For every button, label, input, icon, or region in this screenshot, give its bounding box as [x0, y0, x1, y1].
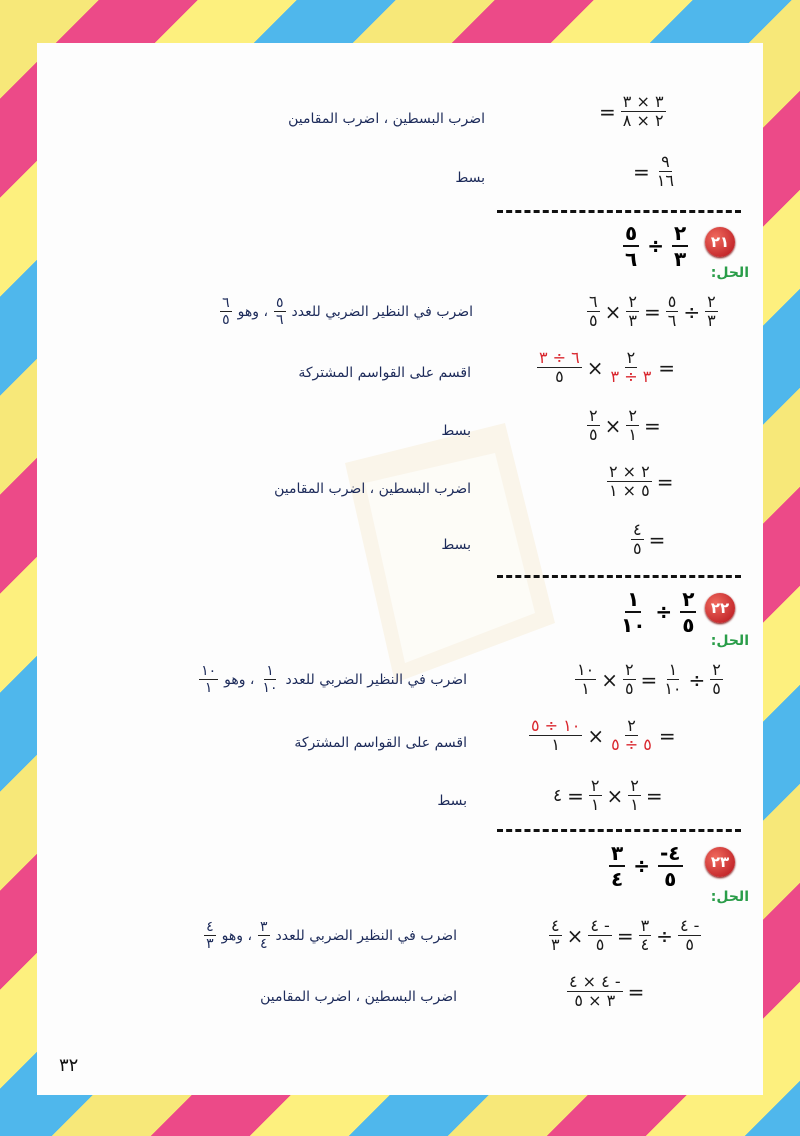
equation-line: $\frac{٤}{٥}$ = [633, 520, 666, 558]
step-note: بسط [455, 170, 485, 186]
equation-line: $\frac{٦ \div ٣}{٥}$ × $\frac{٢}{٣ \div ٣}$ = [539, 348, 676, 386]
step-note: بسط [441, 423, 471, 439]
book-watermark-icon [305, 423, 565, 703]
separator [497, 210, 741, 213]
fraction: $\frac{٥}{٦}$ [625, 221, 638, 271]
problem-expression: $\frac{٥}{٦}$ ÷ $\frac{٢}{٣}$ [625, 221, 687, 271]
step-note: بسط [437, 793, 467, 809]
equation-line: $\frac{٢}{٥}$ × $\frac{٢}{١}$ = [589, 406, 661, 444]
equation-line: $\frac{١٠}{١}$ × $\frac{٢}{٥}$ = $\frac{١}{١٠}$ ÷ $\frac{٢}{٥}$ [577, 660, 721, 698]
problem-number-badge: ٢٣ [705, 847, 735, 877]
problem-number-badge: ٢١ [705, 227, 735, 257]
equation-line: $\frac{٦}{٥}$ × $\frac{٢}{٣}$ = $\frac{٥}{٦}$ ÷ $\frac{٢}{٣}$ [589, 292, 716, 330]
separator [497, 575, 741, 578]
step-note: اضرب البسطين ، اضرب المقامين [274, 481, 471, 497]
equation-line: $\frac{١٠ \div ٥}{١}$ × $\frac{٢}{٥ \div ٥}$ = [531, 716, 676, 754]
equation-line: $\frac{٤}{٣}$ × $\frac{٤ -}{٥}$ = $\frac{٣}{٤}$ ÷ $\frac{٤ -}{٥}$ [551, 916, 700, 954]
fraction: $\frac{٣ \times ٣}{٢ \times ٨}$ [622, 92, 664, 130]
solution-label: الحل: [710, 633, 749, 649]
step-note: اضرب البسطين ، اضرب المقامين [260, 989, 457, 1005]
fraction: $\frac{٢}{٣}$ [673, 221, 687, 271]
equation-line: = $\frac{٣ \times ٣}{٢ \times ٨}$ [599, 92, 664, 130]
page-number: ٣٢ [59, 1055, 79, 1076]
step-note: اقسم على القواسم المشتركة [298, 365, 471, 381]
separator [497, 829, 741, 832]
step-note: اقسم على القواسم المشتركة [294, 735, 467, 751]
equation-line: $\frac{٤ \times ٤ -}{٣ \times ٥}$ = [569, 972, 645, 1010]
step-note: بسط [441, 537, 471, 553]
equation-line: = $\frac{٩}{١٦}$ [633, 152, 674, 190]
worksheet-page [37, 43, 763, 1095]
equation-line: ٤ = $\frac{٢}{١}$ × $\frac{٢}{١}$ = [553, 776, 663, 814]
problem-expression: $\frac{١}{١٠}$ ÷ $\frac{٢}{٥}$ [621, 587, 695, 637]
fraction: $\frac{٩}{١٦}$ [656, 152, 674, 190]
problem-number-badge: ٢٢ [705, 593, 735, 623]
solution-label: الحل: [710, 265, 749, 281]
step-note: اضرب البسطين ، اضرب المقامين [288, 111, 485, 127]
equation-line: $\frac{٢ \times ٢}{٥ \times ١}$ = [609, 462, 674, 500]
step-note: اضرب في النظير الضربي للعدد $\frac{٥}{٦}$ ، وهو $\frac{٦}{٥}$ [222, 295, 473, 328]
step-note: اضرب في النظير الضربي للعدد $\frac{٣}{٤}$ ، وهو $\frac{٤}{٣}$ [206, 919, 457, 952]
solution-label: الحل: [710, 889, 749, 905]
problem-expression: $\frac{٣}{٤}$ ÷ $\frac{-٤}{٥}$ [611, 841, 681, 891]
step-note: اضرب في النظير الضربي للعدد $\frac{١}{١٠}$ ، وهو $\frac{١٠}{١}$ [201, 663, 467, 696]
